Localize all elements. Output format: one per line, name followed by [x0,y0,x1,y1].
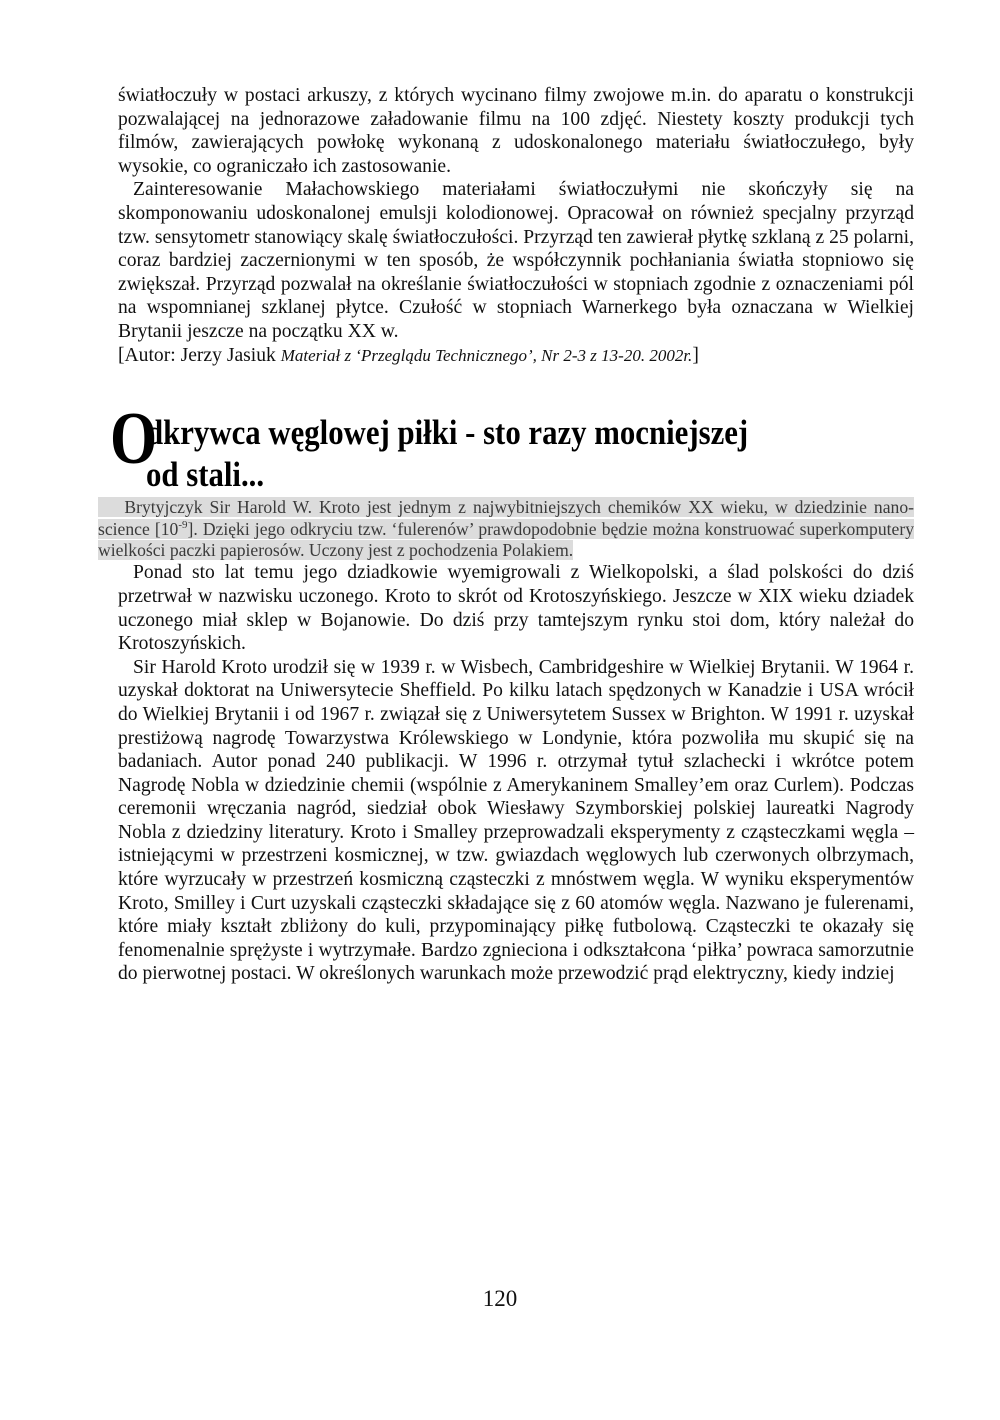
author-citation [118,344,914,368]
page-number: 120 [482,1286,518,1311]
citation-source: Materiał z ‘Przeglądu Technicznego’, Nr 2-3 z 13-20. 2002r. [280,345,693,365]
title-dropcap: O [110,398,158,481]
title-line-2: od stali... [146,455,265,495]
lead-superscript: -9 [178,518,188,531]
citation-prefix: [Autor: Jerzy Jasiuk [118,344,281,366]
article-title [110,398,914,497]
continued-paragraph: światłoczuły w postaci arkuszy, z których wycinano filmy zwojowe m.in. do aparatu o konstrukcji pozwalającej na jednorazowe załadowanie filmu na 100 zdjęć. Niestety koszty produkcji tych filmów, zawierających powłokę wykonaną z udoskonalonego materiału światłoczułego, były wysokie, co ograniczało ich zastosowanie. [118,85,914,177]
citation-suffix: ] [692,344,699,366]
sensitometer-paragraph: Zainteresowanie Małachowskiego materiałami światłoczułymi nie skończyły się na skomponowaniu udoskonalonej emulsji kolodionowej. Opracował on również specjalny przyrząd tzw. sensytometr stanowiący skalę światłoczułości. Przyrząd ten zawierał płytkę szklaną z 25 polarni, coraz bardziej zaczernionymi w ten sposób, że współczynnik pochłaniania światła stopniowo się zwiększał. Przyrząd pozwalał na określanie światłoczułości w stopniach zgodnie z oznaczeniami pól na wspomnianej szklanej płytce. Czułość w stopniach Warnerkego była oznaczana w Wielkiej Brytanii jeszcze na początku XX w. [118,179,914,342]
lead-highlight [98,497,914,560]
page-content [98,84,914,986]
body-paragraph: Ponad sto lat temu jego dziadkowie wyemigrowali z Wielkopolski, a ślad polskości do dziś przetrwał w nazwisku uczonego. Kroto to skrót od Krotoszyńskiego. Jeszcze w XIX wieku dziadek uczonego miał sklep w Bojanowie. Do dziś przy tamtejszym rynku stoi dom, który należał do Krotoszyńskich. [118,562,914,655]
body-paragraph: Sir Harold Kroto urodził się w 1939 r. w Wisbech, Cambridgeshire w Wielkiej Brytanii. W 1964 r. uzyskał doktorat na Uniwersytecie Sheffield. Po kilku latach spędzonych w Kanadzie i USA wrócił do Wielkiej Brytanii i od 1967 r. związał się z Uniwersytetem Sussex w Brighton. W 1991 r. uzyskał prestiżową nagrodę Towarzystwa Królewskiego w Londynie, która pozwoliła mu skupić się na badaniach. Autor ponad 240 publikacji. W 1996 r. otrzymał tytuł szlachecki i wkrótce potem Nagrodę Nobla w dziedzinie chemii (wspólnie z Amerykaninem Smalley’em oraz Curlem). Podczas ceremonii wręczania nagród, siedział obok Wiesławy Szymborskiej polskiej laureatki Nagrody Nobla z dziedziny literatury. Kroto i Smalley przeprowadzali eksperymenty z cząsteczkami węgla – istniejącymi w przestrzeni kosmicznej, w tzw. gwiazdach węglowych lub czerwonych olbrzymach, które wyrzucały w przestrzeń kosmiczną cząsteczki z mnóstwem węgla. W wyniku eksperymentów Kroto, Smilley i Curt uzyskali cząsteczki składające się z 60 atomów węgla. Nazwano je fulerenami, które miały kształt zbliżony do kuli, przypominający piłkę futbolową. Cząsteczki te okazały się fenomenalnie sprężyste i wytrzymałe. Bardzo zgnieciona i odkształcona ‘piłka’ powraca samorzutnie do pierwotnej postaci. W określonych warunkach może przewodzić prąd elektryczny, kiedy indziej [118,656,914,985]
lead-text-end: ]. Dzięki jego odkryciu tzw. ‘fulerenów’ prawdopodobnie będzie można konstruować superkomputery wielkości paczki papierosów. Uczony jest z pochodzenia Polakiem. [98,518,914,560]
lead-paragraph [98,497,914,561]
lead-text-start: Brytyjczyk Sir Harold W. Kroto jest jednym z najwybitniejszych chemików XX wieku, w dziedzinie nano-science [10 [98,497,914,539]
title-line-1: dkrywca węglowej piłki - sto razy mocniejszej [146,413,749,453]
